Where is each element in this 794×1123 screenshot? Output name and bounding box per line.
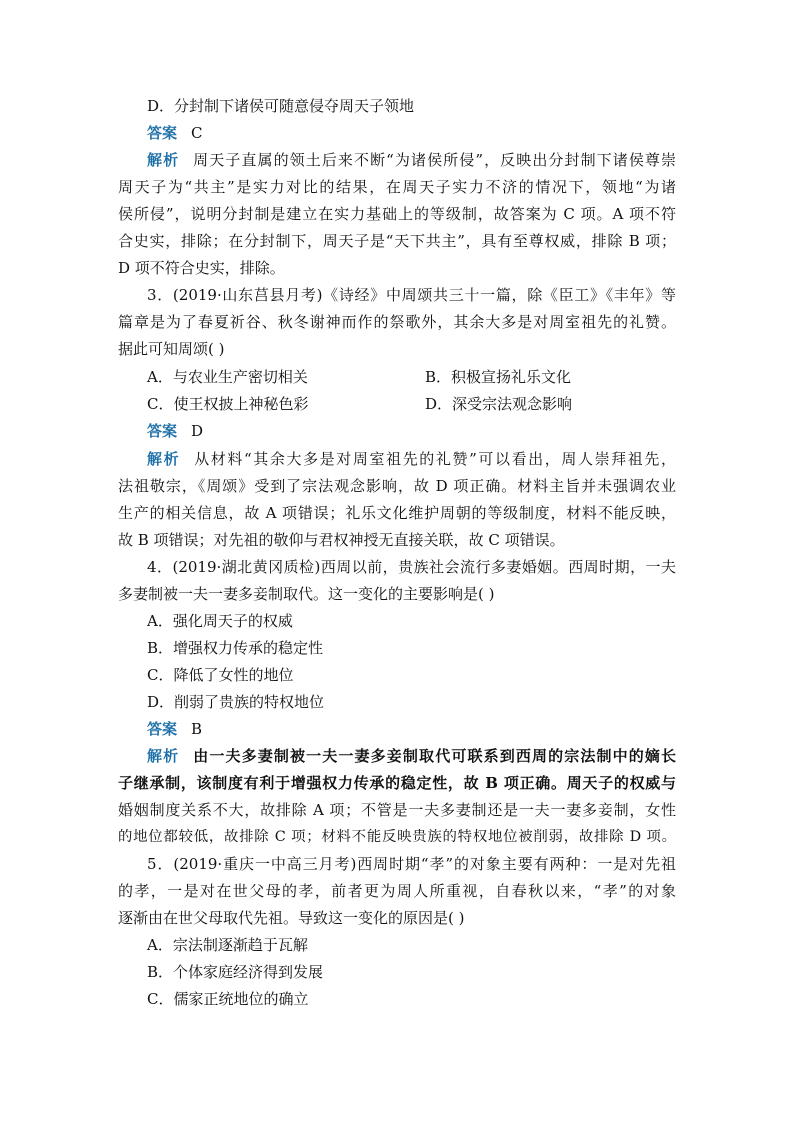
q4-analysis-line-4: 的地位都较低，故排除 C 项；材料不能反映贵族的特权地位被削弱，故排除 D 项。 [118, 829, 676, 845]
answer-label: 答案 [147, 422, 178, 440]
q3-analysis-line-1 [118, 449, 676, 469]
q2-analysis-line-2: 周天子为“共主”是实力对比的结果，在周天子实力不济的情况下，领地“为诸 [118, 178, 676, 196]
q4-analysis-line-2: 子继承制，该制度有利于增强权力传承的稳定性，故 B 项正确。周天子的权威与 [118, 774, 676, 792]
q4-option-b: B．增强权力传承的稳定性 [147, 639, 324, 657]
q3-option-c: C．使王权披上神秘色彩 [147, 395, 309, 413]
analysis-label: 解析 [147, 151, 180, 169]
analysis-text: 从材料“其余大多是对周室祖先的礼赞”可以看出，周人崇拜祖先， [194, 450, 676, 468]
q3-stem-line-2: 篇章是为了春夏祈谷、秋冬谢神而作的祭歌外，其余大多是对周室祖先的礼赞。 [118, 313, 676, 331]
q3-option-b: B．积极宣扬礼乐文化 [425, 368, 572, 386]
answer-label: 答案 [147, 720, 178, 738]
q2-analysis-line-5: D 项不符合史实，排除。 [118, 259, 285, 277]
answer-value: C [191, 124, 203, 142]
q2-analysis-line-4: 合史实，排除；在分封制下，周天子是“天下共主”，具有至尊权威，排除 B 项； [118, 232, 676, 250]
q3-option-a: A．与农业生产密切相关 [147, 368, 308, 386]
q3-analysis-line-2: 法祖敬宗，《周颂》受到了宗法观念影响，故 D 项正确。材料主旨并未强调农业 [118, 477, 676, 495]
q5-option-a: A．宗法制逐渐趋于瓦解 [147, 936, 308, 954]
q5-stem-line-1: 5．(2019·重庆一中高三月考)西周时期“孝”的对象主要有两种：一是对先祖 [147, 855, 676, 873]
analysis-label: 解析 [147, 747, 180, 765]
answer-label: 答案 [147, 124, 178, 142]
q3-stem-line-3: 据此可知周颂( ) [118, 340, 225, 358]
answer-value: B [191, 720, 203, 738]
q2-answer [147, 123, 203, 143]
q5-stem-line-3: 逐渐由在世父母取代先祖。导致这一变化的原因是( ) [118, 909, 465, 927]
answer-value: D [191, 422, 204, 440]
q3-analysis-line-4: 故 B 项错误；对先祖的敬仰与君权神授无直接关联，故 C 项错误。 [118, 531, 565, 549]
q4-option-a: A．强化周天子的权威 [147, 612, 293, 630]
q3-stem-line-1: 3．(2019·山东莒县月考)《诗经》中周颂共三十一篇，除《臣工》《丰年》等 [147, 286, 676, 304]
q3-answer [147, 421, 203, 441]
q4-option-c: C．降低了女性的地位 [147, 666, 294, 684]
q2-option-d: D．分封制下诸侯可随意侵夺周天子领地 [147, 97, 415, 115]
q2-analysis-line-1 [118, 150, 676, 170]
analysis-text: 由一夫多妻制被一夫一妻多妾制取代可联系到西周的宗法制中的嫡长 [193, 747, 676, 765]
q3-analysis-line-3: 生产的相关信息，故 A 项错误；礼乐文化维护周朝的等级制度，材料不能反映， [118, 504, 676, 522]
analysis-text: 周天子直属的领土后来不断“为诸侯所侵”，反映出分封制下诸侯尊崇 [193, 151, 676, 169]
q4-answer [147, 719, 202, 739]
q4-stem-line-1: 4．(2019·湖北黄冈质检)西周以前，贵族社会流行多妻婚姻。西周时期，一夫 [147, 558, 676, 576]
q2-analysis-line-3: 侯所侵”，说明分封制是建立在实力基础上的等级制，故答案为 C 项。A 项不符 [118, 205, 676, 223]
q4-analysis-line-3: 婚姻制度关系不大，故排除 A 项；不管是一夫多妻制还是一夫一妻多妾制，女性 [118, 801, 676, 819]
q4-option-d: D．削弱了贵族的特权地位 [147, 693, 325, 711]
q5-option-c: C．儒家正统地位的确立 [147, 990, 309, 1008]
analysis-label: 解析 [147, 450, 181, 468]
q5-option-b: B．个体家庭经济得到发展 [147, 963, 324, 981]
q3-option-d: D．深受宗法观念影响 [425, 395, 573, 413]
q4-analysis-line-1 [118, 746, 676, 766]
q4-stem-line-2: 多妻制被一夫一妻多妾制取代。这一变化的主要影响是( ) [118, 585, 495, 603]
q5-stem-line-2: 的孝，一是对在世父母的孝，前者更为周人所重视，自春秋以来，“孝”的对象 [118, 882, 676, 900]
